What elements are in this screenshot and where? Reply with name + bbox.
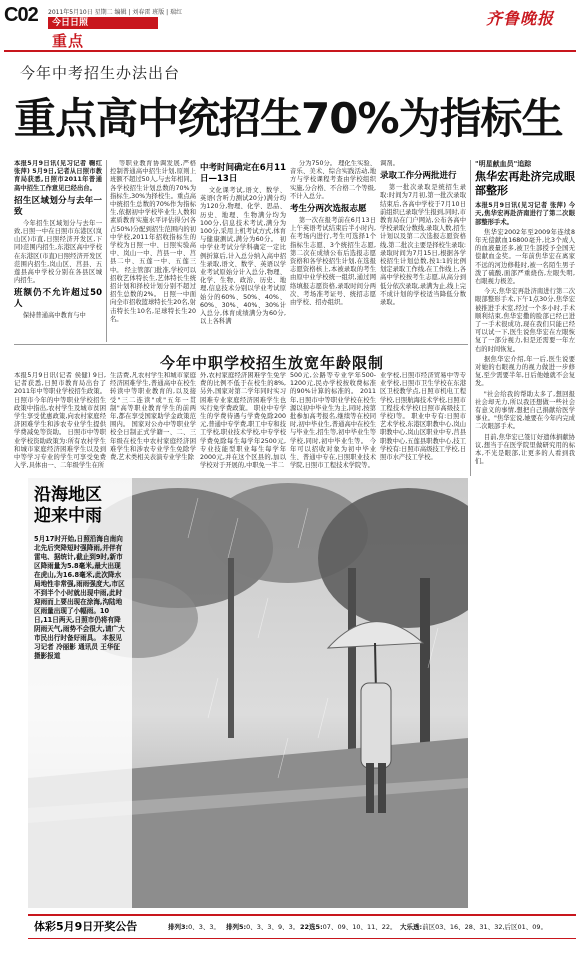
subhead-region: 招生区域划分与去年一致 bbox=[14, 195, 102, 217]
sidebar-headline: 焦华宏再赴济完成眼部整形 bbox=[475, 170, 575, 198]
sidebar-para3: 据焦华宏介绍,年一后,医生说要对她的右眼视力的视力做进一步修复,至少需要半年,日后他她就不会复发。 bbox=[475, 355, 575, 388]
subhead-admission: 录取工作分两批进行 bbox=[380, 171, 457, 182]
sidebar-kicker: "明星献血员"追踪 bbox=[475, 160, 532, 168]
lottery-pick3: 排列3:0、3、3。 bbox=[168, 923, 221, 931]
main-col4-para1: 分为750分。 理化生实验、音乐、美术、综合实践活动,地方与学校课程考查由学校组织实施,分合格、不合格二个等级,不计入总分。 bbox=[290, 160, 376, 200]
lottery-22x5: 22选5:07、09、10、11、22。 bbox=[300, 923, 397, 931]
story-separator bbox=[14, 344, 468, 345]
second-col1-text: 本报5月9日讯(记者 侯健) 9日,记者获悉,日照市教育局出台了2011年中等职业学校招生政策。 日照市今年的中等职业学校招生政策中指出,农村学生及城市贫困学生享受优惠政策,向农村家庭经济困难学生和涉农专业学生提供学费减免等资助。 日照市中等职业学校资助政策为:所有农村学生和城市家庭经济困难学生以及到中等学习专业的学生可享受免费入学,具体由一、二年级学生在所 bbox=[14, 372, 106, 470]
main-col5-para0: 调剂。 bbox=[380, 160, 399, 167]
issue-meta: 2011年5月10日 星期二 编辑 | 刘春雷 班版 | 瑞红 bbox=[48, 9, 183, 16]
main-col1-para1: 今年招生区域划分与去年一致,日照一中在日照市东港区(岚山区)市直,日照经济开发区,下同)范围内招生,东港区高中学校在东港区(市直)日照经济开发区范围内招生,岚山区、莒县、五莲县高中学校分别在各县区城内招生。 bbox=[14, 219, 102, 285]
section-tag: 今日日照 bbox=[48, 17, 158, 29]
second-col3-text: 外,农村家庭经济困难学生免学费的比例不低于在校生的8%,另外,国家对第二学年同时实习困难专业家庭经济困难学生也实行免学费政策。 职业中专学生的学费待遇与学费免除200元,普通中专学费,职工中专和技工学校,职业技术学校,中专学校学费免除每生每学年2500元,专业技能型职业每生每学年2000元,并在这个区县的,加以学校对于开展的,中职免一半二 bbox=[200, 372, 286, 470]
main-col4-para2: 第一次在报考前在6月13日上午英语考试结束后半小时内,在考场内进行,考生可选择1个指标生志愿、3个统招生志愿,第二次在成绩公布后选报志愿资格和各学校招生计划,在选报志愿资格核上,本被录取的考生由原中业学校统一组织,通过网络填报志愿资格,录取时间分两次、考场准考证号、统招志愿由学校、招办组织。 bbox=[290, 217, 376, 307]
sidebar-story bbox=[475, 160, 575, 904]
main-col2-text: 等职业教育协调发展,严格控制普通高中招生计划,原则上班额不超过50人,与去年相同。 各学校招生计划总数的70%为指标生,30%为择校生。重点高中统招生总数的70%作为指标生,依据初中学校毕业生人数和素质教育实施水平评估得分(各占50%)分配到招生范围内的初中学校,2011年招收指标生的学校为日照一中、日照实验高中、岚山一中、莒县一中、莒县二中、五莲一中、五莲三中。 经主管部门批准,学校可以招收艺体特长生,艺体特长生统招计划和择校计划分别不超过招生总数的2%。 日照一中面向全市招收篮球特长生20名,射击特长生10名,足球特长生20名。 bbox=[110, 160, 196, 323]
page-number: C02 bbox=[4, 4, 38, 26]
main-col-4 bbox=[290, 160, 376, 342]
second-col-2 bbox=[110, 372, 196, 474]
sidebar-divider bbox=[470, 160, 471, 476]
sidebar-para2: 今天,焦华宏再赴济南进行第二次眼部整形手术,下午1点30分,焦华宏被推进手术室,经过一个多小时,手术顺利结束,焦华宏撒的脸部已经已进了一手术很成功,现在我们只能已经可以试一下,医生说焦华宏在左眼恢复了一部分视力,但是还需要一年左右的时间恢复。 bbox=[475, 288, 575, 353]
lottery-title: 体彩5月9日开奖公告 bbox=[34, 920, 138, 933]
main-col1-para2: 保持普通高中教育与中 bbox=[22, 312, 86, 320]
main-col-1 bbox=[14, 160, 102, 342]
second-col5-text: 业学校,日照市经济贸易中等专业学校,日照市卫生学校在东港区卫校教学点,日照市机电工程学校,日照航海技术学校,日照市工程技术学校(日照市高级技工学校)等。 职业中专有:日照市艺术学校,东港区职教中心,岚山职教中心,岚山区职业中专,莒县职教中心,五莲县职教中心,技工学校有:日照市高级技工学校,日照市水产技工学校。 bbox=[380, 372, 466, 462]
sidebar-para5: 目前,焦华宏已签订好遗体捐献协议,想当于在医学院里做研究用的标本,不光是眼部,让更多的人看到我们。 bbox=[475, 433, 575, 466]
second-col4-text: 500元,公路等专业学年500-1200元,民办学校按收费标准的90%计算的标准的。 2011年,日照市中等职业学校在校生源以初中毕业生为主,同时,按第批参加高考报名,继续等在校同时,初中毕业生,普通高中在校生与毕业生,招生等,初中毕业生等学校,同时,初中毕业生等。 今年可以招收对象为初中毕业生、普通中专在,日照职业技术学院,日照市工程技术学院等。 bbox=[290, 372, 376, 470]
sidebar-para1: 焦华宏2002年至2009年连续8年无偿献血16800毫升,比3个成人的血液量还多,被卫生部授予全国无偿献血金奖。一年前焦华宏在离家不远的河边修鞋时,被一名陌生男子泼了硫酸,面部严重烧伤,左眼失明,右眼视力极差。 bbox=[475, 228, 575, 286]
second-col-1 bbox=[14, 372, 106, 474]
newspaper-logo: 齐鲁晚报 bbox=[486, 9, 555, 28]
second-col-4 bbox=[290, 372, 376, 474]
second-col-3 bbox=[200, 372, 286, 474]
lottery-superlotto: 大乐透:前区03、16、28、31、32,后区01、09。 bbox=[400, 923, 548, 931]
main-col3-para1: 文化课考试,语文、数学、英语(含听力测试20分)满分均为120分,物理、化学、思品、历史、地理、生物满分均为100分,信息技术考试,满分为100分,采用上机考试方式,体育与健康测试,满分为60分。 初中学业考试分学科确定一定比例折算后,计入总分纳入高中招生录取,语文、数学、英语以学业考试原始分计入总分,物理、化学、生物、政治、历史、地理,信息技术分别以学业考试原始分的60%、50%、40%、60%、30%、40%、30%计入总分,体育成绩满分为60分,以上各科满 bbox=[200, 187, 286, 326]
main-lead: 本报5月9日讯(见习记者 鞠红 张萍) 5月9日,记者从日照市教育局获悉,日照市2011年普通高中招生工作意见已经出台。 bbox=[14, 160, 102, 192]
photo-headline-line1: 沿海地区 bbox=[34, 485, 102, 505]
second-headline: 今年中职学校招生放宽年龄限制 bbox=[160, 354, 385, 372]
main-col-3 bbox=[200, 160, 286, 342]
main-col-5 bbox=[380, 160, 466, 342]
main-headline: 重点高中统招生70%为指标生 bbox=[14, 94, 563, 143]
subhead-exam-date: 中考时间确定在6月11日—13日 bbox=[200, 163, 286, 184]
subhead-choices: 考生分两次选报志愿 bbox=[290, 204, 367, 215]
main-kicker: 今年中考招生办法出台 bbox=[20, 64, 181, 82]
masthead-rule bbox=[4, 50, 576, 52]
photo-headline bbox=[34, 485, 102, 527]
main-col-2 bbox=[110, 160, 196, 342]
second-col-5 bbox=[380, 372, 466, 474]
sidebar-lead: 本报5月9日讯(见习记者 张萍) 今天,焦华宏再赴济南进行了第二次眼部整形手术。 bbox=[475, 202, 575, 226]
col-divider bbox=[106, 160, 107, 342]
sidebar-para4: "社会给我的帮助太多了,想回报社会却无力,所以我还想做一些社会有意义的事情,想把自己捐献给医学事业。"焦华宏说,她要在今年内完成二次眼部手术。 bbox=[475, 390, 575, 431]
subhead-class-size: 班额仍不允许超过50人 bbox=[14, 288, 102, 310]
lottery-pick5: 排列5:0、3、3、9、3。 bbox=[226, 923, 300, 931]
section-name: 重点 bbox=[52, 32, 85, 50]
main-col5-para1: 第一批次录取是统招生录取:时间为7月初,第一批次录取结束后,各高中学校于7月10日前组织已录取学生报到,同时,市教育局在门户网站,公布各高中学校录取分数线,录取人数,招生计划以及第二次选报志愿资格线,第二批次主要是择校生录取:录取时间为7月15日,根据各学校招生计划总数,按1:1的比例划定录取工作线,在工作线上,各高中学校按考生志愿,从高分到低分依次录取,录满为止,线上完不成计划的学校适当降低分数录取。 bbox=[380, 184, 466, 307]
photo-caption: 5月17时开始,日照沿海自南向北先后突降短时强降雨,并伴有雷电、据统计,截止到9时,新市区降雨量为5.8毫米,最大出现在虎山,为16.8毫米,此次降水局地性非常强,雨雨强度大,市区不到半个小时就出现中雨,此时迎雨而上要出现在涂海,沟陆地区雨量出现了小幅雨。10日,11日两天,日照市仍将有降阴雨天气,雨势不会很大,请广大市民出行时备好雨具。 本报见习记者 冷丽影 通讯员 王华征 摄影报道 bbox=[34, 535, 125, 660]
photo-headline-line2: 迎来中雨 bbox=[34, 506, 102, 526]
second-col2-text: 生活费,凡农村学生和城市家庭经济困难学生,普通高中在校生转读中等职业教育的,以及接受"三二连读"或"五年一贯制"高等职业教育学生的前两年,都在享受国家助学金政策范围内。 国家对公办中等职业学校全日制正式学籍一、二、三年级在校生中农村家庭经济困难学生和涉农专业学生免除学费,艺术类相关表演专业学生除 bbox=[110, 372, 196, 462]
